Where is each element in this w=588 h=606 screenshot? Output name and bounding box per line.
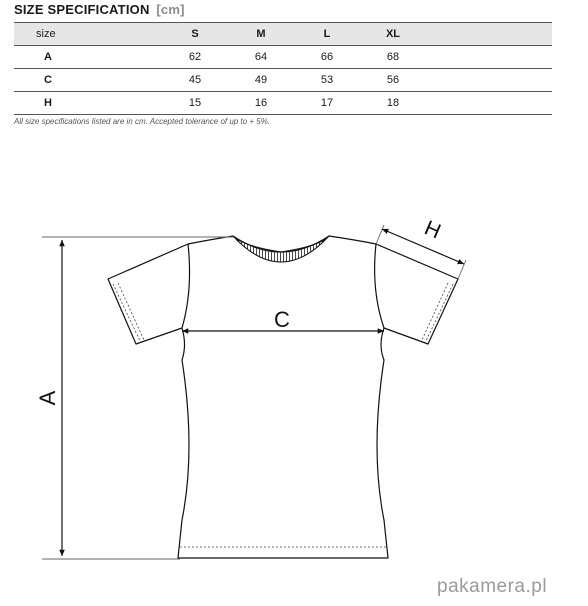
sleeve-label-h: H <box>421 216 445 244</box>
collar-rib <box>233 236 329 262</box>
cell-c-xl: 56 <box>386 74 400 86</box>
cell-h-s: 15 <box>188 97 202 109</box>
cell-c-s: 45 <box>188 74 202 86</box>
cell-h-l: 17 <box>320 97 334 109</box>
sleeve-dimension <box>376 225 466 279</box>
length-label-a: A <box>35 390 60 406</box>
title-unit: [cm] <box>156 2 185 17</box>
cell-a-m: 64 <box>254 51 268 63</box>
tshirt-outline <box>108 236 458 558</box>
cell-a-s: 62 <box>188 51 202 63</box>
row-label-c: C <box>44 74 52 86</box>
cell-a-l: 66 <box>320 51 334 63</box>
column-header-l: L <box>323 28 331 40</box>
tolerance-note: All size specifications listed are in cm. Accepted tolerance of up to + 5%. <box>14 117 271 126</box>
cell-h-xl: 18 <box>386 97 400 109</box>
cell-c-l: 53 <box>320 74 334 86</box>
row-label-a: A <box>44 51 52 63</box>
cell-a-xl: 68 <box>386 51 400 63</box>
row-label-h: H <box>44 97 52 109</box>
column-header-s: S <box>191 28 199 40</box>
column-header-m: M <box>256 28 266 40</box>
chest-label-c: C <box>274 307 290 332</box>
cell-c-m: 49 <box>254 74 268 86</box>
cell-h-m: 16 <box>254 97 268 109</box>
watermark: pakamera.pl <box>437 576 548 597</box>
title-text: SIZE SPECIFICATION <box>14 2 150 17</box>
length-dimension <box>42 237 233 559</box>
column-header-size: size <box>36 28 56 40</box>
column-header-xl: XL <box>385 28 401 40</box>
